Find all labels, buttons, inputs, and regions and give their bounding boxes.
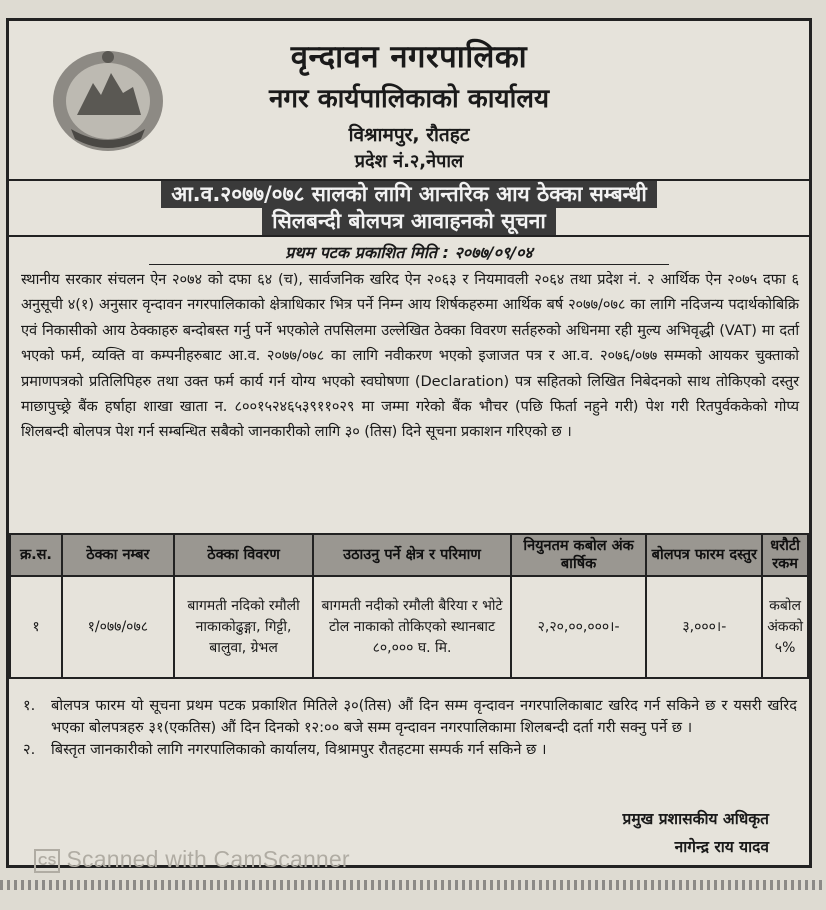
tender-table xyxy=(9,533,809,679)
notes-list xyxy=(9,695,809,761)
notice-title xyxy=(9,181,809,237)
list-item xyxy=(9,739,809,761)
published-date: प्रथम पटक प्रकाशित मिति : २०७७/०९/०४ xyxy=(149,237,669,265)
cell-min-bid: २,२०,००,०००।- xyxy=(511,576,647,678)
col-header-form-fee: बोलपत्र फारम दस्तुर xyxy=(646,534,762,576)
col-header-min-bid: नियुनतम कबोल अंक बार्षिक xyxy=(511,534,647,576)
province-name: प्रदेश नं.२,नेपाल xyxy=(354,151,464,172)
col-header-sn: क्र.स. xyxy=(10,534,62,576)
col-header-contract-no: ठेक्का नम्बर xyxy=(62,534,174,576)
cell-deposit: कबोल अंकको ५% xyxy=(762,576,808,678)
tender-notice xyxy=(6,18,812,868)
note-number: १. xyxy=(23,697,36,714)
table-header-row xyxy=(10,534,808,576)
title-line-2: सिलबन्दी बोलपत्र आवाहनको सूचना xyxy=(262,208,556,235)
col-header-area: उठाउनु पर्ने क्षेत्र र परिमाण xyxy=(313,534,510,576)
municipality-name: वृन्दावन नगरपालिका xyxy=(290,39,528,75)
note-text: बोलपत्र फारम यो सूचना प्रथम पटक प्रकाशित मितिले ३०(तिस) औं दिन सम्म वृन्दावन नगरपालिकाबाट खरिद गर्न सकिने छ र यसरी खरिद भएका बोलपत्रहरु ३१(एकतिस) औं दिन दिनको १२:०० बजे सम्म वृन्दावन नगरपालिकामा शिलबन्दी दर्ता गरी सक्नु पर्ने छ । xyxy=(51,697,797,736)
cell-area: बागमती नदीको रमौली बैरिया र भोटे टोल नाकाको तोकिएको स्थानबाट ८०,००० घ. मि. xyxy=(313,576,510,678)
signatory-name: नागेन्द्र राय यादव xyxy=(674,838,769,856)
list-item xyxy=(9,695,809,739)
office-location: विश्रामपुर, रौतहट xyxy=(348,124,470,146)
note-number: २. xyxy=(23,741,36,758)
table-row xyxy=(10,576,808,678)
cell-description: बागमती नदिको रमौली नाकाकोढुङ्गा, गिट्टी, बालुवा, ग्रेभल xyxy=(174,576,314,678)
notice-body: स्थानीय सरकार संचलन ऐन २०७४ को दफा ६४ (च), सार्वजनिक खरिद ऐन २०६३ र नियमावली २०६४ तथा प्रदेश नं. २ आर्थिक ऐन २०७५ दफा ६ अनुसूची ४(१) अनुसार वृन्दावन नगरपालिकाको क्षेत्राधिकार भित्र पर्ने निम्न आय शिर्षकहरुमा आर्थिक बर्ष २०७७/०७८ का लागि नदिजन्य पदार्थकोबिक्रि एवं निकासीको आय ठेक्काहरु बन्दोबस्त गर्नु पर्ने भएकोले तपसिलमा उल्लेखित ठेक्का विवरण सर्तहरुको अधिनमा रही मुल्य अभिवृद्धी (VAT) मा दर्ता भएको फर्म, व्यक्ति वा कम्पनीहरुबाट आ.व. २०७७/०७८ का लागि नवीकरण भएको इजाजत पत्र र आ.व. २०७६/०७७ सम्मको आयकर चुक्ताको प्रमाणपत्रको प्रतिलिपिहरु तथा उक्त फर्म कार्य गर्न योग्य भएको स्वघोषणा (Declaration) पत्र सहितको लिखित निबेदनको साथ तोकिएको दस्तुर माछापुच्छ्रे बैंक हर्षाहा शाखा खाता न. ८००१५२४६५३९११०२९ मा जम्मा गरेको बैंक भौचर (पछि फिर्ता नहुने गरी) पेश गरी रितपुर्वककेको गोप्य शिलबन्दी बोलपत्र पेश गर्न सम्बन्धित सबैको जानकारीको लागि ३० (तिस) दिने सूचना प्रकाशन गरिएको छ । xyxy=(21,271,799,441)
office-name: नगर कार्यपालिकाको कार्यालय xyxy=(268,84,550,114)
note-text: बिस्तृत जानकारीको लागि नगरपालिकाको कार्यालय, विश्रामपुर रौतहटमा सम्पर्क गर्न सकिने छ । xyxy=(51,741,547,758)
scanner-watermark xyxy=(34,846,350,873)
cell-sn: १ xyxy=(10,576,62,678)
cell-form-fee: ३,०००।- xyxy=(646,576,762,678)
title-line-1: आ.व.२०७७/०७८ सालको लागि आन्तरिक आय ठेक्का सम्बन्धी xyxy=(161,181,657,208)
cell-contract-no: १/०७७/०७८ xyxy=(62,576,174,678)
page-edge-divider xyxy=(0,880,826,890)
col-header-deposit: धरौटी रकम xyxy=(762,534,808,576)
signatory-title: प्रमुख प्रशासकीय अधिकृत xyxy=(622,810,769,828)
camscanner-logo-icon: CS xyxy=(34,849,60,873)
col-header-description: ठेक्का विवरण xyxy=(174,534,314,576)
notice-header xyxy=(9,21,809,181)
watermark-text: Scanned with CamScanner xyxy=(66,846,350,872)
